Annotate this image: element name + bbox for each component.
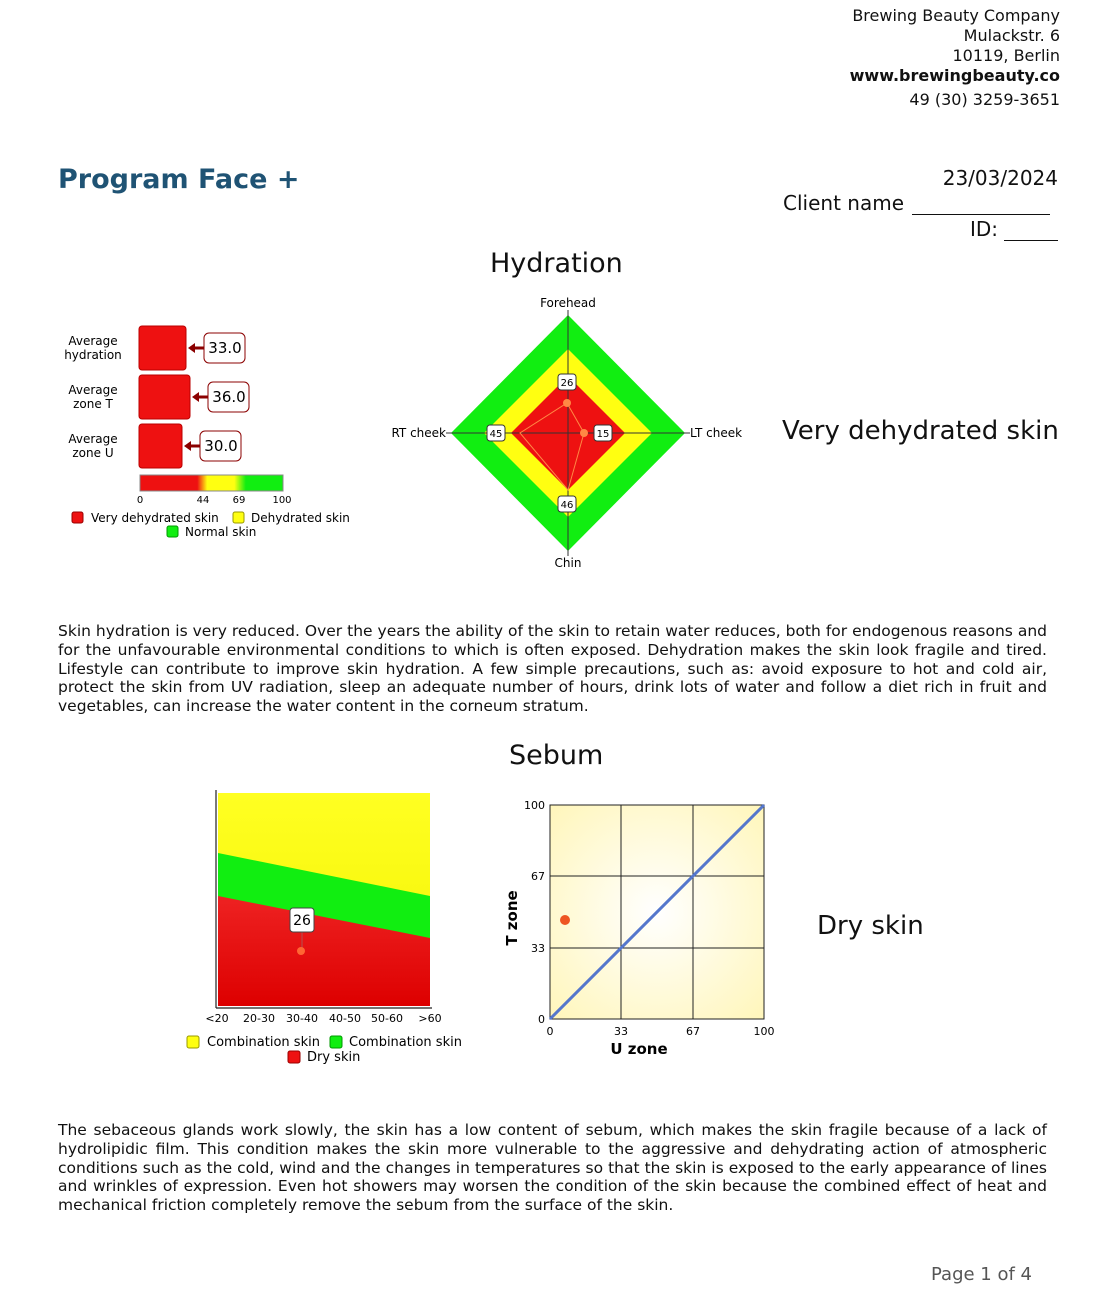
radar-axis-label-rt-cheek: RT cheek [391, 426, 446, 440]
sebum-description: The sebaceous glands work slowly, the skin has a low content of sebum, which makes the skin fragile because of a lack of hydrolipidic film. This condition makes the skin more vulnerable to the aggressive and dehydrating action of atmospheric conditions such as the cold, wind and the changes in temperatures so that the skin is exposed to the early appearance of lines and wrinkles of expression. Even hot showers may worsen the condition of the skin because the combined effect of heat and mechanical friction completely remove the sebum from the surface of the skin. [58, 1121, 1047, 1215]
company-name: Brewing Beauty Company [852, 6, 1060, 25]
bar-label-line2: zone U [72, 446, 114, 460]
hydration-radar-chart [380, 290, 760, 580]
x-tick: 33 [614, 1025, 628, 1038]
bar-label-line1: Average [68, 383, 118, 397]
hydration-title: Hydration [490, 248, 623, 279]
legend-label: Combination skin [349, 1035, 462, 1050]
legend-swatch-red [288, 1051, 300, 1063]
legend-swatch-yellow [233, 512, 244, 523]
radar-point-lt-cheek [580, 429, 588, 437]
legend-label: Normal skin [185, 525, 257, 539]
scatter-y-label: T zone [503, 890, 521, 946]
bar-average-zone-t [139, 375, 190, 419]
bar-value: 36.0 [212, 388, 246, 406]
report-date: 23/03/2024 [942, 166, 1058, 190]
sebum-verdict: Dry skin [817, 911, 924, 941]
company-street: Mulackstr. 6 [963, 26, 1060, 45]
legend-swatch-green [167, 526, 178, 537]
radar-point-forehead [563, 399, 571, 407]
radar-axis-label-forehead: Forehead [540, 296, 596, 310]
x-tick: 67 [686, 1025, 700, 1038]
radar-axis-label-chin: Chin [554, 556, 582, 570]
age-tick: <20 [205, 1012, 229, 1025]
scale-tick: 100 [272, 495, 292, 506]
hydration-description: Skin hydration is very reduced. Over the years the ability of the skin to retain water reduces, both for endogenous reasons and for the unfavourable environmental conditions to which is often exposed. Dehydration makes the skin look fragile and tired. Lifestyle can contribute to improve skin hydration. A few simple precautions, such as: avoid exposure to hot and cold air, protect the skin from UV radiation, sleep an adequate number of hours, drink lots of water and follow a diet rich in fruit and vegetables, can increase the water content in the corneum stratum. [58, 622, 1047, 716]
x-tick: 0 [546, 1025, 554, 1038]
scatter-point [560, 915, 570, 925]
legend-label: Very dehydrated skin [91, 511, 219, 525]
bar-label-line1: Average [68, 334, 118, 348]
y-tick: 67 [531, 870, 545, 883]
bar-pointer-head [188, 343, 195, 353]
hydration-scale-bar [140, 475, 283, 491]
bar-value: 33.0 [208, 339, 242, 357]
bar-label-line1: Average [68, 432, 118, 446]
client-id-field [970, 217, 1058, 241]
company-phone: 49 (30) 3259-3651 [909, 90, 1060, 109]
program-title: Program Face + [58, 164, 300, 195]
bar-pointer-head [192, 392, 199, 402]
client-name-blank [912, 194, 1050, 215]
bar-pointer-head [184, 441, 191, 451]
sebum-title: Sebum [509, 740, 604, 771]
age-tick: >60 [418, 1012, 442, 1025]
age-tick: 20-30 [243, 1012, 275, 1025]
radar-value-chin: 46 [560, 500, 574, 511]
scale-tick: 44 [196, 495, 210, 506]
age-chart-point [297, 947, 305, 955]
scale-tick: 0 [136, 495, 144, 506]
age-tick: 40-50 [329, 1012, 361, 1025]
client-name-label: Client name [783, 191, 904, 215]
client-id-blank [1004, 220, 1058, 241]
y-tick: 0 [538, 1013, 545, 1026]
bar-value: 30.0 [204, 437, 238, 455]
legend-label: Dry skin [307, 1050, 361, 1065]
company-city: 10119, Berlin [952, 46, 1060, 65]
radar-value-forehead: 26 [560, 378, 574, 389]
client-name-field [783, 191, 1050, 215]
scale-tick: 69 [232, 495, 246, 506]
age-chart-value: 26 [293, 913, 311, 929]
sebum-scatter-chart [495, 790, 795, 1070]
legend-label: Dehydrated skin [251, 511, 350, 525]
y-tick: 100 [524, 799, 545, 812]
y-tick: 33 [531, 942, 545, 955]
age-tick: 50-60 [371, 1012, 403, 1025]
scatter-x-label: U zone [610, 1040, 668, 1058]
company-website[interactable]: www.brewingbeauty.co [849, 66, 1060, 85]
legend-swatch-yellow [187, 1036, 199, 1048]
radar-value-lt-cheek: 15 [596, 429, 610, 440]
company-address [850, 6, 1060, 110]
legend-swatch-green [330, 1036, 342, 1048]
bar-label-line2: zone T [73, 397, 113, 411]
bar-average-hydration [139, 326, 186, 370]
bar-average-zone-u [139, 424, 182, 468]
hydration-verdict: Very dehydrated skin [782, 416, 1059, 446]
bar-label-line2: hydration [64, 348, 122, 362]
age-tick: 30-40 [286, 1012, 318, 1025]
legend-label: Combination skin [207, 1035, 320, 1050]
radar-axis-label-lt-cheek: LT cheek [690, 426, 743, 440]
radar-value-rt-cheek: 45 [489, 429, 503, 440]
hydration-bars-chart [0, 290, 380, 560]
sebum-age-chart [180, 780, 480, 1070]
x-tick: 100 [753, 1025, 775, 1038]
page-number: Page 1 of 4 [931, 1264, 1032, 1285]
client-id-label: ID: [969, 217, 998, 241]
legend-swatch-red [72, 512, 83, 523]
